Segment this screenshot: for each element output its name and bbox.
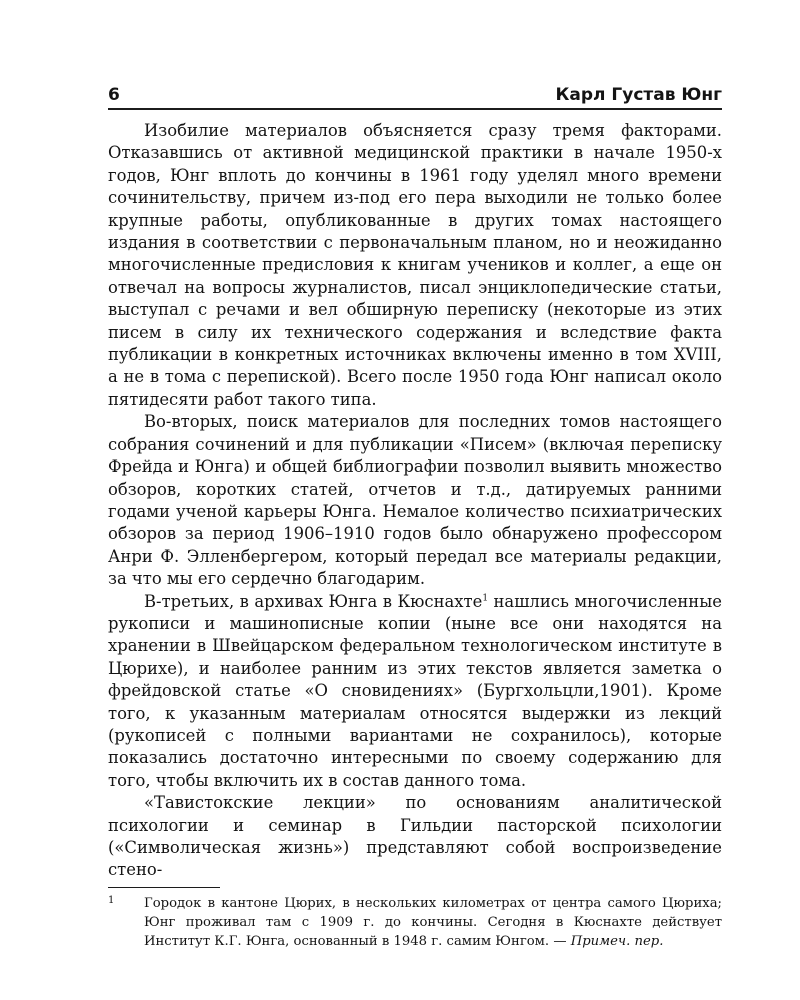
footnote-text: Городок в кантоне Цюрих, в нескольких километрах от центра самого Цюриха; Юнг проживал там с 1909 г. до кончины. Сегодня в Кюснахте действует Институт К.Г. Юнга, основанный в 1948 г. самим Юнгом. —	[144, 895, 722, 949]
footnote	[108, 894, 722, 951]
paragraph-4: «Тавистокские лекции» по основаниям аналитической психологии и семинар в Гильдии пасторской психологии («Символическая жизнь») представляют собой воспроизведение стено-	[108, 793, 722, 880]
page-number: 6	[108, 85, 120, 105]
running-title: Карл Густав Юнг	[555, 85, 722, 105]
book-page	[108, 78, 722, 951]
running-head	[108, 78, 722, 110]
paragraph-3-text-before: В-третьих, в архивах Юнга в Кюснахте	[144, 591, 483, 611]
footnote-body	[144, 894, 722, 951]
paragraph-3-text-after: нашлись многочисленные рукописи и машинописные копии (ныне все они находятся на хранении в Швейцарском федеральном технологическом институте в Цюрихе), и наиболее ранним из этих текстов является заметка о фрейдовской статье «О сновидениях» (Бургхольцли,1901). Кроме того, к указанным материалам относятся выдержки из лекций (рукописей с полными вариантами не сохранилось), которые показались достаточно интересными по своему содержанию для того, чтобы включить их в состав данного тома.	[108, 591, 722, 790]
translator-note-label: Примеч. пер.	[570, 933, 664, 949]
paragraph-1: Изобилие материалов объясняется сразу тремя факторами. Отказавшись от активной медицинской практики в начале 1950-х годов, Юнг вплоть до кончины в 1961 году уделял много времени сочинительству, причем из-под его пера выходили не только более крупные работы, опубликованные в других томах настоящего издания в соответствии с первоначальным планом, но и неожиданно многочисленные предисловия к книгам учеников и коллег, а еще он отвечал на вопросы журналистов, писал энциклопедические статьи, выступал с речами и вел обширную переписку (некоторые из этих писем в силу их технического содержания и вследствие факта публикации в конкретных источниках включены именно в том XVIII, а не в тома с перепиской). Всего после 1950 года Юнг написал около пятидесяти работ такого типа.	[108, 121, 722, 409]
footnote-reference[interactable]: 1	[482, 593, 489, 604]
footnote-marker: 1	[108, 894, 115, 906]
body-text	[108, 120, 722, 882]
paragraph-2: Во-вторых, поиск материалов для последних томов настоящего собрания сочинений и для публикации «Писем» (включая переписку Фрейда и Юнга) и общей библиографии позволил выявить множество обзоров, коротких статей, отчетов и т.д., датируемых ранними годами ученой карьеры Юнга. Немалое количество психиатрических обзоров за период 1906–1910 годов было обнаружено профессором Анри Ф. Элленбергером, который передал все материалы редакции, за что мы его сердечно благодарим.	[108, 412, 722, 589]
footnote-divider	[108, 887, 220, 888]
paragraph-3	[108, 591, 722, 793]
